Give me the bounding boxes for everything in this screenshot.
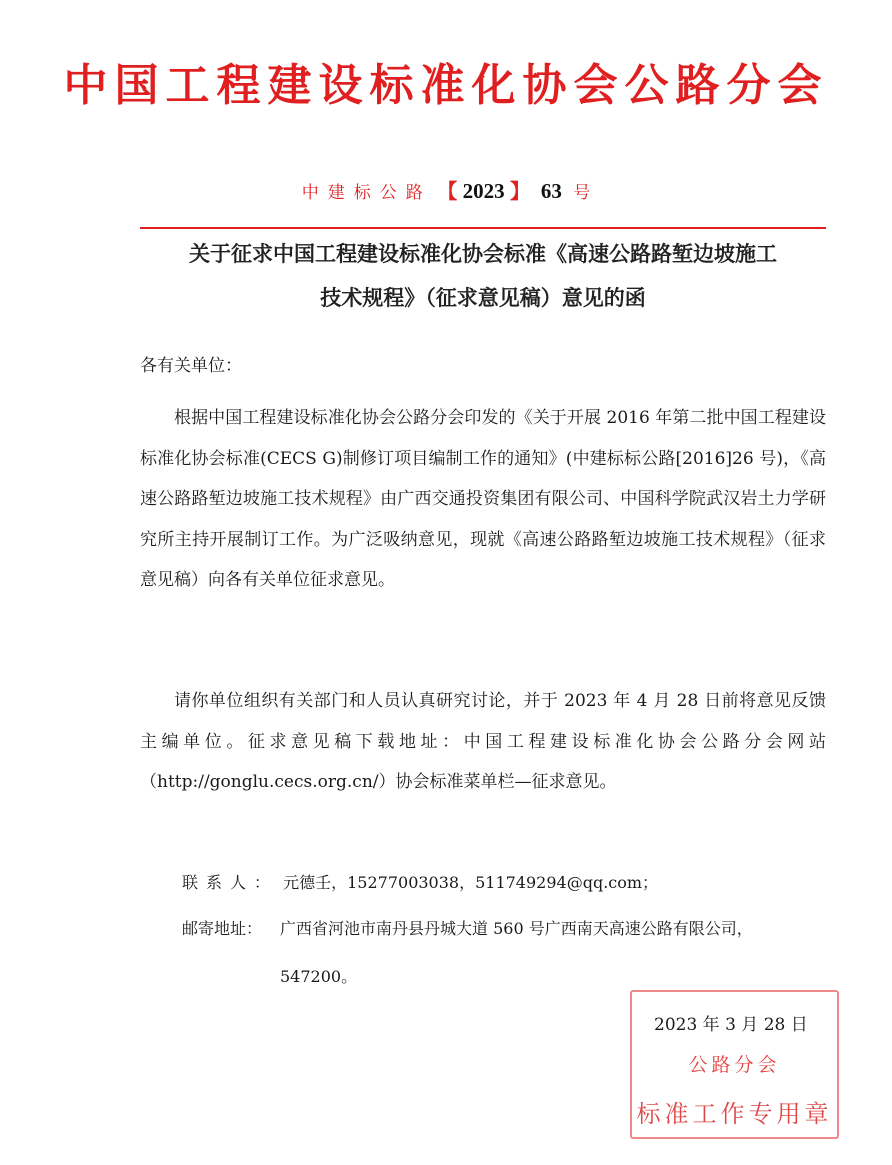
organization-title: 中国工程建设标准化协会公路分会: [63, 60, 829, 111]
letter-date: 2023 年 3 月 28 日: [654, 1015, 808, 1035]
doc-number-suffix: 号: [573, 183, 591, 203]
seal-text-line-1: 公路分会: [688, 1054, 781, 1076]
doc-number-bracket-open: 【: [437, 179, 458, 203]
body-paragraph-2: 请你单位组织有关部门和人员认真研究讨论，并于 2023 年 4 月 28 日前将意见反馈主编单位。征求意见稿下载地址：中国工程建设标准化协会公路分会网站（http://gonglu.cecs.org.cn/）协会标准菜单栏—征求意见。: [140, 691, 826, 792]
mailing-address-label: 邮寄地址：: [182, 919, 263, 938]
letter-subject: [140, 232, 826, 320]
contact-person-label: 联系人：: [182, 873, 279, 892]
doc-number-bracket-close: 】: [510, 179, 530, 203]
seal-text-line-2: 标准工作专用章: [636, 1100, 833, 1128]
greeting: 各有关单位：: [140, 356, 242, 376]
contact-person: [182, 863, 658, 903]
doc-number-year: 2023: [462, 179, 505, 203]
doc-number-prefix: 中建标公路: [301, 183, 432, 203]
contact-person-value: 元德壬，15277003038，511749294@qq.com；: [283, 873, 659, 892]
body-paragraph-1: 根据中国工程建设标准化协会公路分会印发的《关于开展 2016 年第二批中国工程建设标准化协会标准(CECS G)制修订项目编制工作的通知》(中建标标公路[2016]26 号)，《高速公路路堑边坡施工技术规程》由广西交通投资集团有限公司、中国科学院武汉岩土力学研究所主持开展制订工作。为广泛吸纳意见，现就《高速公路路堑边坡施工技术规程》（征求意见稿）向各有关单位征求意见。: [140, 408, 826, 590]
document-number: [0, 176, 892, 208]
doc-number-sequence: 63: [540, 179, 562, 203]
subject-line-1: 关于征求中国工程建设标准化协会标准《高速公路路堑边坡施工: [189, 241, 777, 266]
mailing-address-value: 广西省河池市南丹县丹城大道 560 号广西南天高速公路有限公司，547200。: [280, 919, 753, 986]
mailing-address: [182, 905, 828, 1001]
subject-line-2: 技术规程》（征求意见稿）意见的函: [320, 285, 646, 310]
red-divider-line: [140, 227, 826, 229]
